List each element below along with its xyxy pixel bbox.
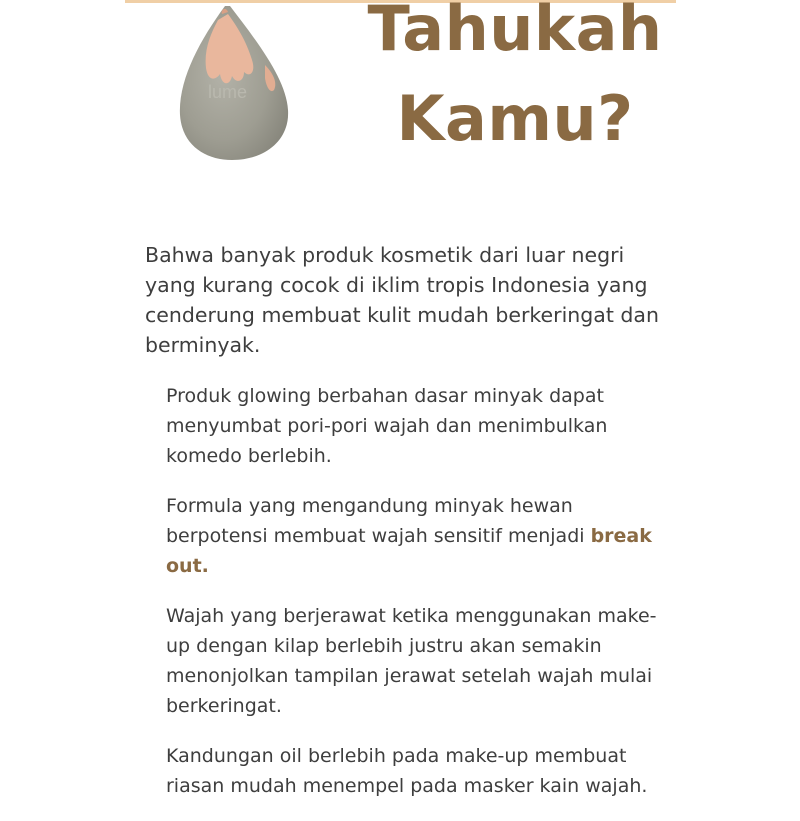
point-2-text: Formula yang mengandung minyak hewan berpotensi membuat wajah sensitif menjadi — [166, 495, 591, 547]
points-list — [166, 381, 666, 821]
point-1-text: Produk glowing berbahan dasar minyak dapat menyumbat pori-pori wajah dan menimbulkan komedo berlebih. — [166, 385, 608, 467]
headline — [360, 0, 670, 164]
sponge-logo-text: lume — [208, 82, 248, 102]
point-4-text: Kandungan oil berlebih pada make-up membuat riasan mudah menempel pada masker kain wajah. — [166, 745, 648, 797]
point-3-text: Wajah yang berjerawat ketika menggunakan make-up dengan kilap berlebih justru akan semakin menonjolkan tampilan jerawat setelah wajah mulai berkeringat. — [166, 605, 657, 717]
point-1 — [166, 381, 666, 471]
point-2 — [166, 491, 666, 581]
point-2-highlight: break out. — [166, 525, 652, 577]
headline-line-1: Tahukah — [367, 0, 663, 65]
point-3 — [166, 601, 666, 721]
point-4 — [166, 741, 666, 801]
headline-line-2: Kamu? — [396, 82, 634, 155]
makeup-sponge-image — [170, 0, 300, 170]
intro-paragraph: Bahwa banyak produk kosmetik dari luar negri yang kurang cocok di iklim tropis Indonesia yang cenderung membuat kulit mudah berkeringat dan berminyak. — [145, 243, 659, 357]
